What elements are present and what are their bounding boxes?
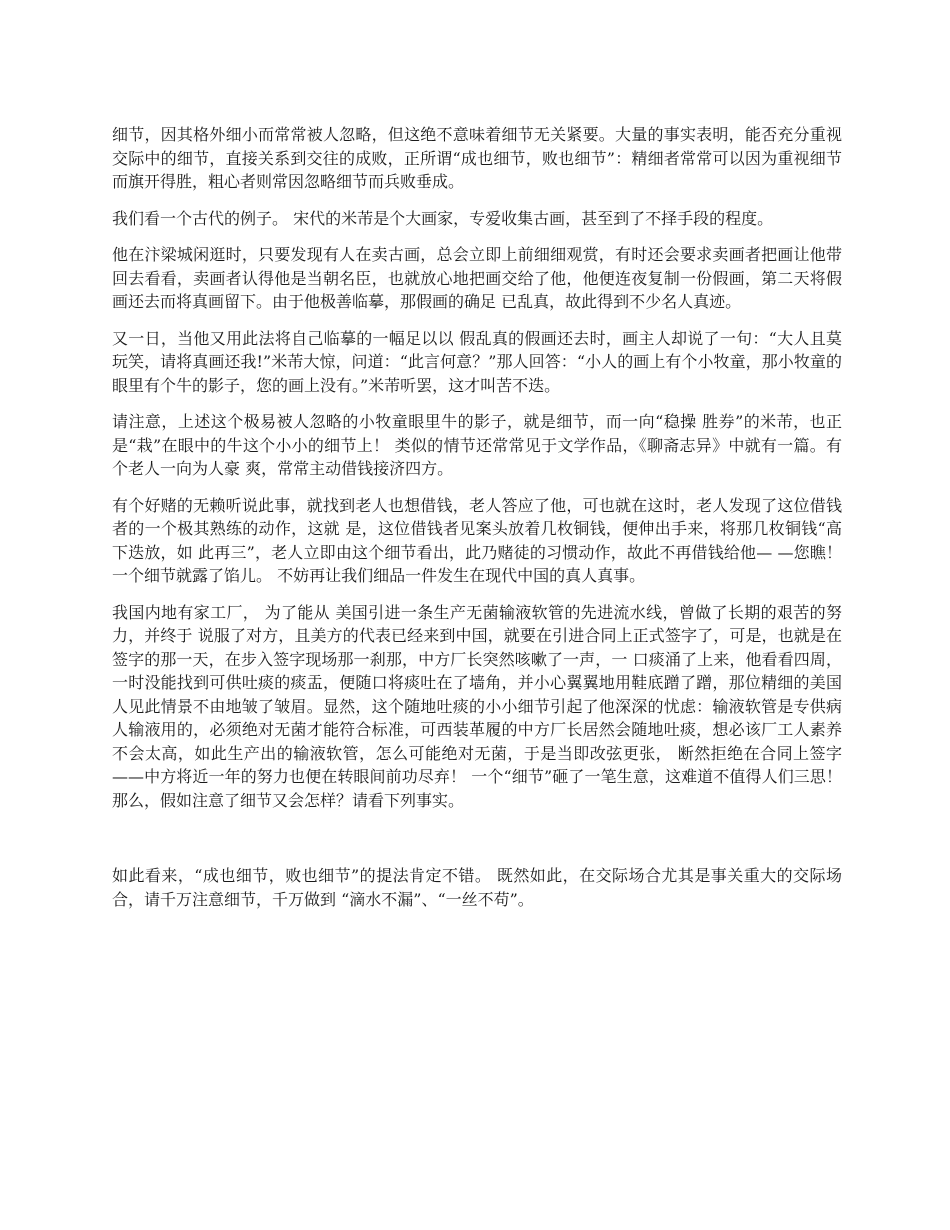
- paragraph-5: 请注意，上述这个极易被人忽略的小牧童眼里牛的影子，就是细节，而一向“稳操 胜券”的米芾，也正是“栽”在眼中的牛这个小小的细节上！ 类似的情节还常常见于文学作品，《聊斋志异》中就有一篇。有个老人一向为人豪 爽，常常主动借钱接济四方。: [112, 412, 842, 478]
- paragraph-4: 又一日，当他又用此法将自己临摹的一幅足以以 假乱真的假画还去时，画主人却说了一句：“大人且莫玩笑，请将真画还我!”米芾大惊，问道：“此言何意？”那人回答：“小人的画上有个小牧童，那小牧童的 眼里有个牛的影子，您的画上没有。”米芾听罢，这才叫苦不迭。: [112, 328, 842, 395]
- paragraph-1: 细节，因其格外细小而常常被人忽略，但这绝不意味着细节无关紧要。大量的事实表明，能否充分重视交际中的细节，直接关系到交往的成败，正所谓“成也细节，败也细节”：精细者常常可以因为重视细节而旗开得胜，粗心者则常因忽略细节而兵败垂成。: [112, 125, 842, 191]
- paragraph-2: 我们看一个古代的例子。 宋代的米芾是个大画家，专爱收集古画，甚至到了不择手段的程度。: [112, 208, 774, 228]
- paragraph-7: 我国内地有家工厂， 为了能从 美国引进一条生产无菌输液软管的先进流水线，曾做了长期的艰苦的努力，并终于 说服了对方，且美方的代表已经来到中国，就要在引进合同上正式签字了，可是，也就是在签字的那一天，在步入签字现场那一刹那，中方厂长突然咳嗽了一声，一 口痰涌了上来，他看看四周，一时没能找到可供吐痰的痰盂，便随口将痰吐在了墙角，并小心翼翼地用鞋底蹭了蹭，那位精细的美国人见此情景不由地皱了皱眉。显然，这个随地吐痰的小小细节引起了他深深的忧虑：输液软管是专供病人输液用的，必须绝对无菌才能符合标准，可西装革履的中方厂长居然会随地吐痰，想必该厂工人素养不会太高，如此生产出的输液软管，怎么可能绝对无菌，于是当即改弦更张， 断然拒绝在合同上签字——中方将近一年的努力也便在转眼间前功尽弃！ 一个“细节”砸了一笔生意，这难道不值得人们三思！ 那么，假如注意了细节又会怎样？请看下列事实。: [112, 602, 842, 810]
- paragraph-8: 如此看来，“成也细节，败也细节”的提法肯定不错。 既然如此，在交际场合尤其是事关重大的交际场合，请千万注意细节，千万做到 “滴水不漏”、“一丝不苟”。: [112, 866, 842, 909]
- paragraph-6: 有个好赌的无赖听说此事，就找到老人也想借钱，老人答应了他，可也就在这时，老人发现了这位借钱者的一个极其熟练的动作，这就 是，这位借钱者见案头放着几枚铜钱，便伸出手来，将那几枚铜钱“高下迭放，如 此再三”，老人立即由这个细节看出，此乃赌徒的习惯动作，故此不再借钱给他— —您瞧！一个细节就露了馅儿。 不妨再让我们细品一件发生在现代中国的真人真事。: [112, 495, 842, 585]
- paragraph-3: 他在汴梁城闲逛时，只要发现有人在卖古画，总会立即上前细细观赏，有时还会要求卖画者把画让他带回去看看，卖画者认得他是当朝名臣，也就放心地把画交给了他，他便连夜复制一份假画，第二天将假画还去而将真画留下。由于他极善临摹，那假画的确足 已乱真，故此得到不少名人真迹。: [112, 245, 842, 311]
- document-body: [112, 123, 842, 924]
